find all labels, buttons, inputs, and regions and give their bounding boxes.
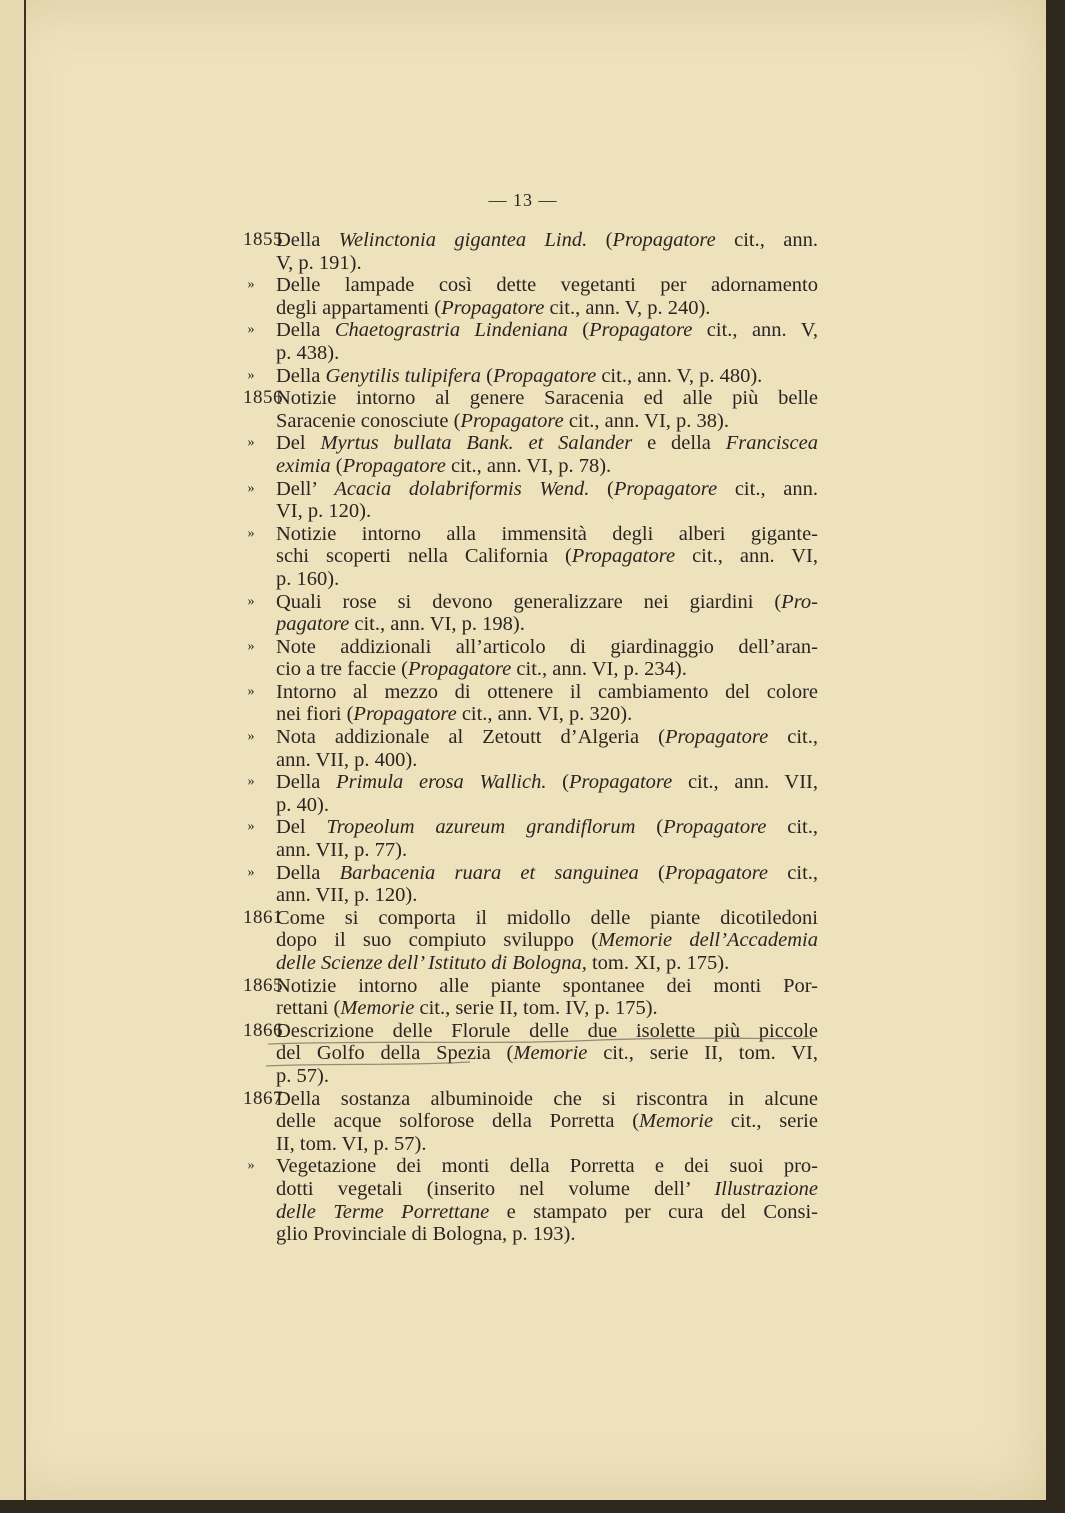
text-segment: ( [635, 816, 664, 839]
text-segment: cit., serie II, tom. VI, [587, 1042, 818, 1065]
text-line [276, 771, 818, 794]
entry-year: 1861 [243, 906, 283, 928]
italic-title: Propagatore [568, 771, 673, 794]
italic-title: Primula erosa Wallich. [336, 771, 547, 794]
text-line [276, 681, 818, 704]
ditto-mark: » [247, 322, 255, 338]
text-segment: ( [638, 861, 665, 884]
bibliography-entry [243, 862, 818, 907]
text-line [276, 523, 818, 546]
text-segment: Quali rose si devono generalizzare nei giardini ( [276, 590, 782, 613]
bibliography-entry [243, 1088, 818, 1156]
text-line [276, 839, 818, 862]
text-line [276, 794, 818, 817]
text-segment: Dell’ [276, 477, 335, 500]
text-line [276, 568, 818, 591]
text-segment: ann. VII, p. 400). [276, 748, 418, 771]
italic-title: Genytilis tulipifera [325, 364, 481, 387]
text-line [276, 952, 818, 975]
bibliography-entry [243, 1020, 818, 1088]
ditto-mark: » [247, 729, 255, 745]
text-segment: ( [480, 364, 493, 387]
text-segment: Come si comporta il midollo delle piante dicotiledoni [276, 906, 818, 929]
text-line [276, 1020, 818, 1043]
ditto-mark: » [247, 435, 255, 451]
italic-title: Acacia dolabriformis Wend. [334, 477, 590, 500]
text-segment: cit., [768, 861, 818, 884]
entry-year: 1865 [243, 974, 283, 996]
text-line [276, 613, 818, 636]
text-segment: p. 160). [276, 567, 340, 590]
entry-year: 1855 [243, 229, 283, 250]
italic-title: Propagatore [342, 454, 446, 477]
italic-title: Propagatore [664, 861, 769, 884]
text-segment: Notizie intorno alle piante spontanee dei monti Por- [276, 974, 818, 997]
italic-title: Propagatore [571, 545, 676, 568]
text-segment: ( [330, 454, 343, 477]
italic-title: Propagatore [492, 364, 597, 387]
text-segment: cit., ann. VI, p. 198). [349, 613, 525, 636]
text-segment: Della [276, 229, 339, 251]
text-segment: II, tom. VI, p. 57). [276, 1132, 427, 1155]
ditto-mark: » [247, 819, 255, 835]
text-segment: ( [546, 771, 569, 794]
text-line [276, 816, 818, 839]
text-line [276, 1110, 818, 1133]
italic-title: Memorie dell’Accademia [598, 929, 818, 952]
ditto-mark: » [247, 525, 255, 541]
text-segment: cit., serie II, tom. IV, p. 175). [414, 997, 658, 1020]
italic-title: Propagatore [663, 816, 767, 839]
text-line [276, 907, 818, 930]
text-segment: cit., ann. VI, p. 320). [456, 703, 633, 726]
bibliography-entry [243, 478, 818, 523]
italic-title: Tropeolum azureum grandiflorum [326, 816, 636, 839]
text-segment: cit., ann. VI, p. 234). [511, 658, 687, 681]
text-segment: tom. XI, p. 175). [586, 952, 730, 974]
text-segment: cit., ann. V, p. 480). [596, 364, 763, 387]
text-line [276, 500, 818, 523]
text-segment: Del [276, 432, 321, 455]
bibliography-entry [243, 771, 818, 816]
text-line [276, 365, 818, 388]
ditto-mark: » [247, 683, 255, 699]
entry-year: 1866 [243, 1019, 283, 1041]
italic-title: Propagatore [612, 229, 716, 251]
text-line [276, 342, 818, 365]
text-segment: V, p. 191). [276, 251, 362, 274]
bibliography-entry [243, 636, 818, 681]
text-segment: cit., serie [713, 1110, 818, 1133]
text-segment: cit., [766, 816, 818, 839]
text-segment: Del [276, 816, 327, 839]
italic-title: Myrtus bullata Bank. et Salander [320, 432, 633, 455]
text-segment: glio Provinciale di Bologna, p. 193). [276, 1223, 576, 1246]
text-line [276, 229, 818, 252]
italic-title: Propagatore [408, 658, 512, 681]
ditto-mark: » [247, 638, 255, 654]
italic-title: delle Scienze dell’ Istituto di Bologna, [276, 952, 587, 974]
text-segment: Della [276, 364, 326, 387]
text-line [276, 703, 818, 726]
ditto-mark: » [247, 1158, 255, 1174]
bibliography-entry [243, 726, 818, 771]
text-segment: Della [276, 319, 335, 342]
bibliography-entry [243, 432, 818, 477]
text-segment: del Golfo della Spezia ( [276, 1042, 514, 1065]
text-line [276, 274, 818, 297]
italic-title: Memorie [340, 997, 415, 1020]
text-line [276, 636, 818, 659]
text-segment: Delle lampade così dette vegetanti per adornamento [276, 274, 818, 297]
text-segment: cit., ann. VII, [672, 771, 818, 794]
ditto-mark: » [247, 593, 255, 609]
italic-title: Propagatore [441, 296, 545, 319]
text-line [276, 1178, 818, 1201]
bibliography-entry [243, 816, 818, 861]
text-segment: ( [587, 229, 613, 251]
text-segment: Della sostanza albuminoide che si riscontra in alcune [276, 1087, 818, 1110]
ditto-mark: » [247, 774, 255, 790]
text-line [276, 884, 818, 907]
text-segment: p. 438). [276, 341, 340, 364]
text-segment: schi scoperti nella California ( [276, 545, 572, 568]
text-segment: e stampato per cura del Consi- [489, 1200, 818, 1223]
text-line [276, 997, 818, 1020]
italic-title: pagatore [276, 613, 350, 636]
text-segment: p. 57). [276, 1064, 329, 1087]
italic-title: Propagatore [460, 409, 564, 432]
italic-title: Chaetograstria Lindeniana [334, 319, 568, 342]
text-segment: Descrizione delle Florule delle due isolette più piccole [276, 1019, 818, 1042]
bibliography-entry [243, 523, 818, 591]
text-line [276, 749, 818, 772]
ditto-mark: » [247, 480, 255, 496]
text-segment: p. 40). [276, 793, 329, 816]
italic-title: Franciscea [725, 432, 818, 455]
bibliography-entry [243, 1155, 818, 1245]
italic-title: Propagatore [613, 477, 718, 500]
italic-title: Barbacenia ruara et sanguinea [339, 861, 639, 884]
text-line [276, 252, 818, 275]
text-line [276, 1133, 818, 1156]
text-segment: dotti vegetali (inserito nel volume dell’ [276, 1177, 715, 1200]
text-segment: Vegetazione dei monti della Porretta e dei suoi pro- [276, 1155, 818, 1178]
text-segment: cit., ann. [717, 477, 818, 500]
text-line [276, 1088, 818, 1111]
text-segment: cit., ann. VI, p. 78). [445, 454, 612, 477]
bibliography-entry [243, 319, 818, 364]
text-line [276, 862, 818, 885]
bibliography-entry [243, 365, 818, 388]
text-line [276, 726, 818, 749]
text-segment: cio a tre faccie ( [276, 658, 409, 681]
text-segment: Notizie intorno al genere Saracenia ed alle più belle [276, 387, 818, 410]
text-line [276, 975, 818, 998]
italic-title: Propagatore [353, 703, 457, 726]
bibliography-entry [243, 274, 818, 319]
bibliography-entry [243, 387, 818, 432]
text-segment: ann. VII, p. 77). [276, 839, 408, 862]
text-segment: cit., ann. VI, p. 38). [563, 409, 729, 432]
text-segment: e della [632, 432, 726, 455]
text-line [276, 432, 818, 455]
text-line [276, 478, 818, 501]
text-segment: Intorno al mezzo di ottenere il cambiamento del colore [276, 680, 818, 703]
previous-page-edge [0, 0, 26, 1500]
ditto-mark: » [247, 864, 255, 880]
text-segment: Saracenie conosciute ( [276, 409, 461, 432]
bibliography-entry [243, 907, 818, 975]
text-segment: cit., [768, 726, 818, 749]
italic-title: Illustrazione [714, 1177, 818, 1200]
italic-title: Propagatore [589, 319, 693, 342]
text-segment: Della [276, 861, 340, 884]
text-segment: degli appartamenti ( [276, 296, 442, 319]
text-segment: cit., ann. V, [692, 319, 818, 342]
text-segment: Nota addizionale al Zetoutt d’Algeria ( [276, 726, 665, 749]
text-segment: cit., ann. VI, [675, 545, 818, 568]
text-line [276, 1201, 818, 1224]
text-line [276, 1065, 818, 1088]
italic-title: Welinctonia gigantea Lind. [338, 229, 588, 251]
text-segment: Notizie intorno alla immensità degli alberi gigante- [276, 522, 818, 545]
text-line [276, 929, 818, 952]
text-segment: cit., ann. [715, 229, 818, 251]
bibliography-entry [243, 975, 818, 1020]
text-segment: Della [276, 771, 337, 794]
text-segment: Note addizionali all’articolo di giardinaggio dell’aran- [276, 635, 818, 658]
text-line [276, 319, 818, 342]
text-line [276, 387, 818, 410]
text-line [276, 1042, 818, 1065]
page-number: — 13 — [488, 190, 558, 210]
text-segment: dopo il suo compiuto sviluppo ( [276, 929, 599, 952]
text-segment: rettani ( [276, 997, 341, 1020]
italic-title: delle Terme Porrettane [276, 1200, 490, 1223]
bibliography-list [243, 229, 818, 1246]
text-line [276, 455, 818, 478]
entry-year: 1856 [243, 387, 283, 409]
text-segment: ( [567, 319, 590, 342]
text-line [276, 591, 818, 614]
italic-title: Memorie [639, 1110, 714, 1133]
text-line [276, 410, 818, 433]
text-line [276, 545, 818, 568]
text-segment: ( [589, 477, 614, 500]
text-line [276, 658, 818, 681]
italic-title: eximia [276, 454, 331, 477]
text-line [276, 1155, 818, 1178]
italic-title: Propagatore [664, 726, 769, 749]
text-segment: delle acque solforose della Porretta ( [276, 1110, 640, 1133]
text-line [276, 297, 818, 320]
italic-title: Pro- [781, 590, 818, 613]
bibliography-entry [243, 681, 818, 726]
ditto-mark: » [247, 277, 255, 293]
text-segment: ann. VII, p. 120). [276, 884, 418, 907]
text-segment: nei fiori ( [276, 703, 354, 726]
entry-year: 1867 [243, 1087, 283, 1109]
text-segment: VI, p. 120). [276, 500, 372, 523]
ditto-mark: » [247, 367, 255, 383]
text-segment: cit., ann. V, p. 240). [544, 296, 711, 319]
bibliography-entry [243, 591, 818, 636]
text-line [276, 1223, 818, 1246]
italic-title: Memorie [513, 1042, 588, 1065]
bibliography-entry [243, 229, 818, 274]
